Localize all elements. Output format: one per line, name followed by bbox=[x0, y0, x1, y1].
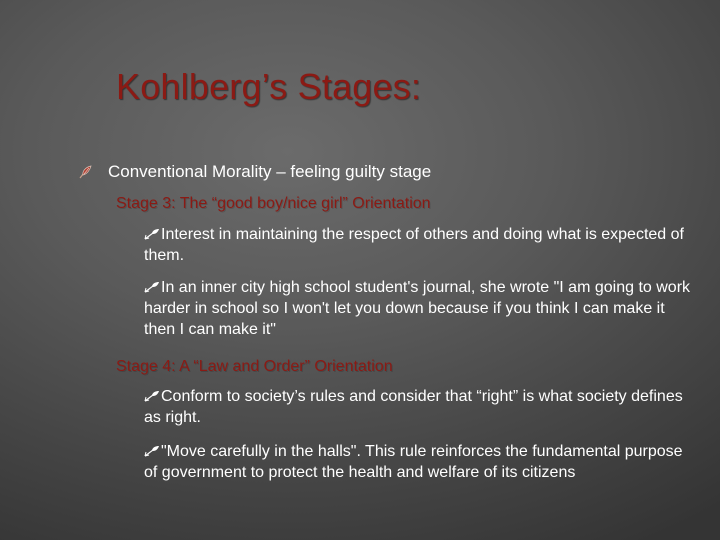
stage4-item-1 bbox=[144, 386, 692, 428]
stage4-heading: Stage 4: A “Law and Order” Orientation bbox=[116, 358, 393, 375]
quill-arrow-icon bbox=[144, 228, 160, 240]
quill-arrow-icon bbox=[144, 281, 160, 293]
quill-arrow-icon bbox=[144, 390, 160, 402]
stage4-item-2 bbox=[144, 441, 692, 483]
level1-text: Conventional Morality – feeling guilty stage bbox=[108, 162, 432, 181]
stage3-heading: Stage 3: The “good boy/nice girl” Orientation bbox=[116, 195, 431, 212]
slide-title: Kohlberg’s Stages: bbox=[116, 66, 422, 107]
stage3-item-2 bbox=[144, 277, 692, 340]
stage4-item-1-text: Conform to society’s rules and consider that “right” is what society defines as right. bbox=[144, 388, 683, 426]
stage3-item-1 bbox=[144, 224, 692, 266]
quill-arrow-icon bbox=[144, 445, 160, 457]
level1-bullet bbox=[108, 161, 688, 183]
feather-ornament-icon bbox=[78, 164, 94, 180]
stage4-item-2-text: "Move carefully in the halls". This rule reinforces the fundamental purpose of government to protect the health and welfare of its citizens bbox=[144, 443, 683, 481]
stage3-item-2-text: In an inner city high school student's journal, she wrote "I am going to work harder in school so I won't let you down because if you think I can make it then I can make it" bbox=[144, 279, 691, 338]
stage3-item-1-text: Interest in maintaining the respect of others and doing what is expected of them. bbox=[144, 226, 684, 264]
